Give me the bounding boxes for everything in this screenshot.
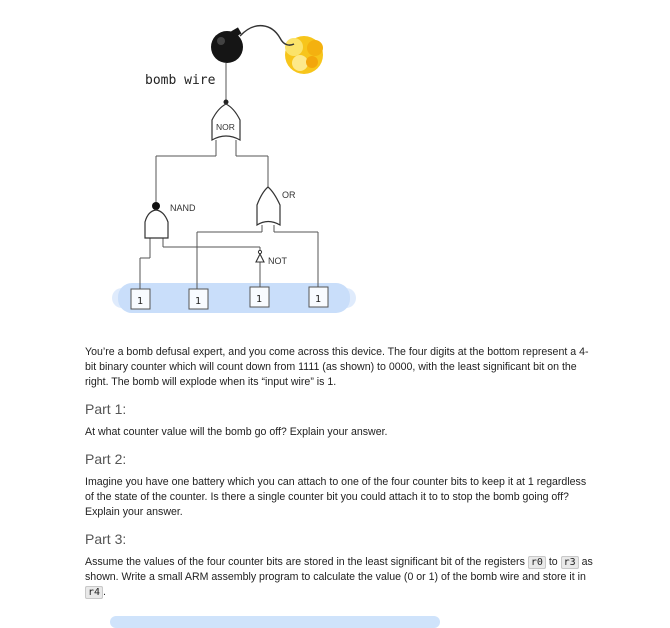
register-r3: r3	[561, 556, 579, 569]
counter-bit-3-value: 1	[137, 296, 144, 307]
counter-bit-2-value: 1	[195, 296, 202, 307]
nand-output-dot	[152, 202, 160, 210]
part1-heading: Part 1:	[85, 401, 127, 417]
intro-paragraph: You’re a bomb defusal expert, and you come across this device. The four digits at the bottom represent a 4-bit binary counter which will count down from 1111 (as shown) to 0000, with the least significant bit on the right. The bomb will explode when its “input wire” is 1.	[85, 346, 589, 388]
or-gate-label: OR	[282, 190, 296, 200]
problem-text	[85, 345, 595, 608]
register-r0: r0	[528, 556, 546, 569]
counter-bit-1-value: 1	[256, 294, 263, 305]
part2-heading: Part 2:	[85, 451, 127, 467]
counter-bit-0	[309, 287, 328, 307]
nand-gate	[145, 203, 196, 238]
part3-text-a: Assume the values of the four counter bits are stored in the least significant bit of the registers	[85, 556, 525, 568]
circuit-wires	[140, 63, 318, 290]
counter-bit-2	[189, 289, 208, 309]
nor-gate	[212, 104, 240, 140]
bomb-wire-label: bomb wire	[145, 73, 216, 88]
nand-gate-label: NAND	[170, 203, 196, 213]
fuse-wire	[240, 26, 294, 45]
bomb-icon	[211, 27, 243, 63]
nor-gate-label: NOR	[216, 122, 235, 132]
part3-text	[85, 555, 595, 600]
part3-text-c: as shown. Write a small ARM assembly program to calculate the value (0 or 1) of the bomb wire and store it in	[85, 556, 593, 583]
part2-text: Imagine you have one battery which you can attach to one of the four counter bits to keep it at 1 regardless of the state of the counter. Is there a single counter bit you could attach it to to stop the bomb going off? Explain your answer.	[85, 476, 587, 518]
part3-text-b: to	[548, 556, 558, 568]
counter-bit-1	[250, 287, 269, 307]
register-r4: r4	[85, 586, 103, 599]
explosion-icon	[285, 36, 323, 74]
part3-heading: Part 3:	[85, 531, 127, 547]
counter-bit-3	[131, 289, 150, 309]
counter-bit-0-value: 1	[315, 294, 322, 305]
next-diagram-strip	[110, 616, 440, 628]
part3-text-d: .	[103, 586, 106, 598]
or-gate	[257, 187, 296, 225]
not-gate-label: NOT	[268, 256, 287, 266]
part1-text: At what counter value will the bomb go off? Explain your answer.	[85, 426, 388, 438]
not-gate	[256, 250, 288, 266]
